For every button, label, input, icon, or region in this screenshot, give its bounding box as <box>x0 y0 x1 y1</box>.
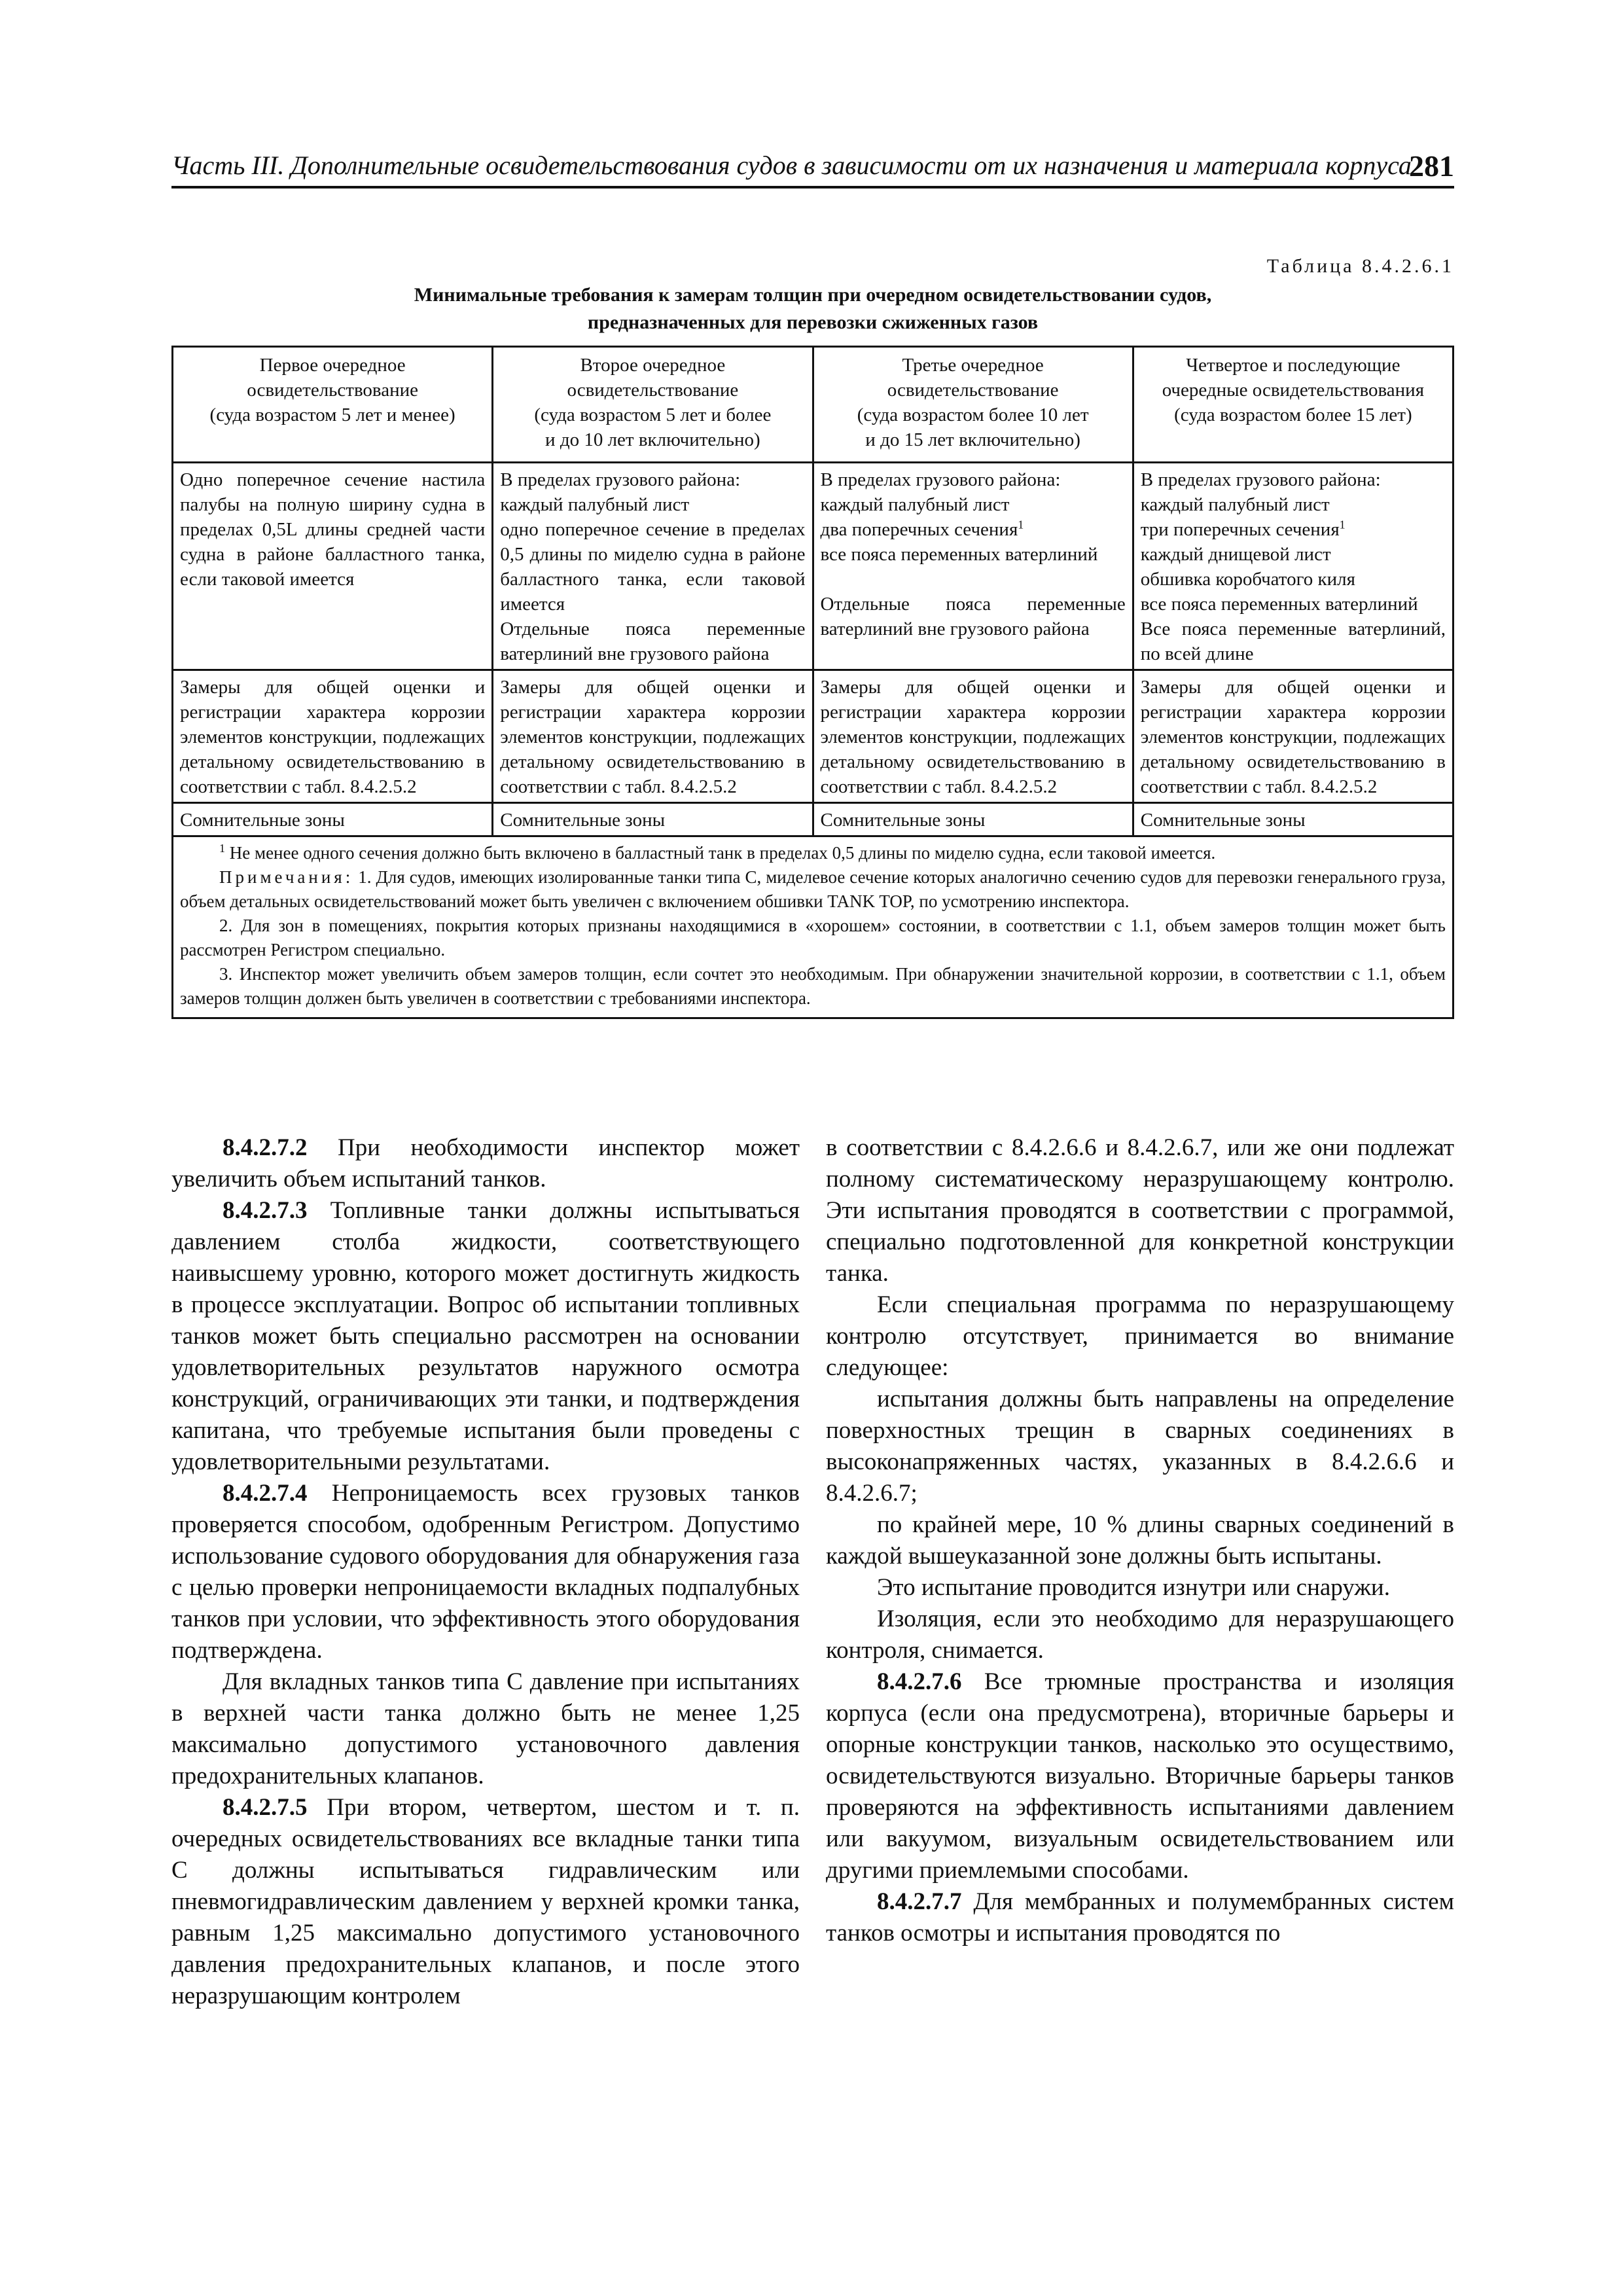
header-line: Второе очередное <box>580 355 726 376</box>
header-line: освидетельствование <box>567 380 739 401</box>
sections-text: два поперечных сечения <box>820 519 1018 540</box>
paragraph <box>826 1289 1454 1384</box>
table-cell: Замеры для общей оценки и регистрации характера коррозии элементов конструкции, подлежащих детальному освидетельствованию в соответствии с табл. 8.4.2.5.2 <box>1133 670 1453 803</box>
cell-line: каждый палубный лист <box>820 494 1010 515</box>
cell-line: Все пояса переменные ватерлиний, по всей длине <box>1140 619 1446 664</box>
header-line: освидетельствование <box>247 380 419 401</box>
clause-number: 8.4.2.7.5 <box>223 1794 308 1821</box>
footnote-ref: 1 <box>1018 518 1024 531</box>
table-caption-line-1: Минимальные требования к замерам толщин при очередном освидетельствовании судов, <box>414 284 1212 306</box>
paragraph <box>171 1666 800 1792</box>
clause-number: 8.4.2.7.6 <box>877 1668 962 1695</box>
cell-line: все пояса переменных ватерлиний <box>1140 594 1418 615</box>
paragraph-text: Изоляция, если это необходимо для неразрушающего контроля, снимается. <box>826 1605 1454 1664</box>
header-line: и до 10 лет включительно) <box>545 429 760 450</box>
table-notes <box>171 837 1454 1019</box>
table-caption <box>171 281 1454 336</box>
paragraph <box>826 1886 1454 1949</box>
paragraph-text: Для вкладных танков типа C давление при испытаниях в верхней части танка должно быть не менее 1,25 максимально допустимого установочного давления предохранительных клапанов. <box>171 1668 800 1789</box>
cell-line <box>1141 517 1446 542</box>
footnote-text: Не менее одного сечения должно быть включено в балластный танк в пределах 0,5 длины по миделю судна, если таковой имеется. <box>229 843 1216 863</box>
header-cell-first <box>173 347 493 463</box>
table-cell: Сомнительные зоны <box>1133 803 1453 836</box>
notes-label: Примечания: <box>219 867 354 887</box>
left-text-column <box>171 1132 800 2012</box>
paragraph-text: При необходимости инспектор может увеличить объем испытаний танков. <box>171 1134 800 1193</box>
clause-number: 8.4.2.7.7 <box>877 1888 962 1915</box>
table-cell <box>1133 463 1453 670</box>
note-1 <box>180 865 1446 914</box>
header-line: Первое очередное <box>259 355 406 376</box>
header-line: Третье очередное <box>902 355 1044 376</box>
paragraph <box>171 1132 800 1195</box>
header-line: Четвертое и последующие <box>1186 355 1400 376</box>
paragraph <box>826 1572 1454 1604</box>
header-line: освидетельствование <box>887 380 1059 401</box>
footnote-ref: 1 <box>1339 518 1346 531</box>
cell-line: все пояса переменных ватерлиний <box>820 544 1098 565</box>
paragraph-text: При втором, четвертом, шестом и т. п. очередных освидетельствованиях все вкладные танки типа C должны испытываться гидравлическим или пневмогидравлическим давлением у верхней кромки танка, равным 1,25 максимально допустимого установочного давления предохранительных клапанов, и после этого неразрушающим контролем <box>171 1794 800 2009</box>
right-text-column <box>826 1132 1454 1949</box>
note-2: 2. Для зон в помещениях, покрытия которых признаны находящимися в «хорошем» состоянии, в соответствии с 1.1, объем замеров толщин может быть рассмотрен Регистром специально. <box>180 916 1446 960</box>
cell-line: каждый днищевой лист <box>1140 544 1331 565</box>
table-caption-line-2: предназначенных для перевозки сжиженных газов <box>587 312 1039 333</box>
cell-line: каждый палубный лист <box>500 494 690 515</box>
cell-line: В пределах грузового района: <box>820 469 1061 490</box>
paragraph-text: по крайней мере, 10 % длины сварных соединений в каждой вышеуказанной зоне должны быть испытаны. <box>826 1511 1454 1570</box>
paragraph <box>171 1478 800 1666</box>
paragraph <box>826 1509 1454 1572</box>
header-line: и до 15 лет включительно) <box>865 429 1080 450</box>
paragraph-text: испытания должны быть направлены на определение поверхностных трещин в сварных соединениях в высоконапряженных частях, указанных в 8.4.2.6.6 и 8.4.2.6.7; <box>826 1386 1454 1507</box>
table-cell: Одно поперечное сечение настила палубы на полную ширину судна в пределах 0,5L длины средней части судна в районе балластного танка, если таковой имеется <box>173 463 493 670</box>
table-cell: Замеры для общей оценки и регистрации характера коррозии элементов конструкции, подлежащих детальному освидетельствованию в соответствии с табл. 8.4.2.5.2 <box>813 670 1133 803</box>
paragraph <box>171 1195 800 1478</box>
page-number: 281 <box>1409 149 1454 183</box>
paragraph <box>171 1792 800 2012</box>
table-cell <box>493 463 813 670</box>
cell-line: В пределах грузового района: <box>500 469 741 490</box>
header-line: (суда возрастом 5 лет и менее) <box>209 404 455 425</box>
cell-line: В пределах грузового района: <box>1140 469 1381 490</box>
cell-spacer <box>821 567 1126 592</box>
header-line: (суда возрастом более 15 лет) <box>1174 404 1412 425</box>
paragraph-text: Это испытание проводится изнутри или снаружи. <box>877 1574 1390 1601</box>
note-text: 1. Для судов, имеющих изолированные танки типа C, миделевое сечение которых аналогично сечению судов для перевозки генерального груза, объем детальных освидетельствований может быть увеличен с включением обшивки TANK TOP, по усмотрению инспектора. <box>180 867 1446 911</box>
header-line: (суда возрастом более 10 лет <box>857 404 1089 425</box>
table-cell <box>813 463 1133 670</box>
header-line: очередные освидетельствования <box>1162 380 1425 401</box>
cell-line: Отдельные пояса переменные ватерлиний вне грузового района <box>820 594 1126 639</box>
table-cell: Замеры для общей оценки и регистрации характера коррозии элементов конструкции, подлежащих детальному освидетельствованию в соответствии с табл. 8.4.2.5.2 <box>493 670 813 803</box>
paragraph-text: Если специальная программа по неразрушающему контролю отсутствует, принимается во внимание следующее: <box>826 1291 1454 1381</box>
cell-line: Отдельные пояса переменные ватерлиний вне грузового района <box>500 619 806 664</box>
clause-number: 8.4.2.7.2 <box>223 1134 308 1161</box>
paragraph-text: Для мембранных и полумембранных систем танков осмотры и испытания проводятся по <box>826 1888 1454 1946</box>
running-header <box>171 140 1454 188</box>
paragraph <box>826 1604 1454 1666</box>
table-cell: Сомнительные зоны <box>173 803 493 836</box>
clause-number: 8.4.2.7.3 <box>223 1197 308 1224</box>
paragraph-text: Топливные танки должны испытываться давлением столба жидкости, соответствующего наивысшему уровню, которого может достигнуть жидкость в процессе эксплуатации. Вопрос об испытании топливных танков может быть специально рассмотрен на основании удовлетворительных результатов наружного осмотра конструкций, ограничивающих эти танки, и подтверждения капитана, что требуемые испытания были проведены с удовлетворительными результатами. <box>171 1197 800 1475</box>
thickness-table <box>171 346 1454 1019</box>
running-title: Часть III. Дополнительные освидетельствования судов в зависимости от их назначения и материала корпуса <box>171 151 1412 180</box>
table-cell: Замеры для общей оценки и регистрации характера коррозии элементов конструкции, подлежащих детальному освидетельствованию в соответствии с табл. 8.4.2.5.2 <box>173 670 493 803</box>
note-3: 3. Инспектор может увеличить объем замеров толщин, если сочтет это необходимым. При обнаружении значительной коррозии, в соответствии с 1.1, объем замеров толщин должен быть увеличен в соответствии с требованиями инспектора. <box>180 964 1446 1008</box>
cell-line: каждый палубный лист <box>1140 494 1330 515</box>
header-cell-second <box>493 347 813 463</box>
paragraph-text: Все трюмные пространства и изоляция корпуса (если она предусмотрена), вторичные барьеры и опорные конструкции танков, насколько это осуществимо, освидетельствуются визуально. Вторичные барьеры танков проверяются на эффективность испытаниями давлением или вакуумом, визуальным освидетельствованием или другими приемлемыми способами. <box>826 1668 1454 1884</box>
table-label: Таблица 8.4.2.6.1 <box>1266 255 1454 277</box>
requirements-table <box>171 346 1454 837</box>
paragraph-text: Непроницаемость всех грузовых танков проверяется способом, одобренным Регистром. Допустимо использование судового оборудования для обнаружения газа с целью проверки непроницаемости вкладных подпалубных танков при условии, что эффективность этого оборудования подтверждена. <box>171 1480 800 1664</box>
header-line: (суда возрастом 5 лет и более <box>534 404 772 425</box>
cell-line <box>821 517 1126 542</box>
paragraph-text: в соответствии с 8.4.2.6.6 и 8.4.2.6.7, или же они подлежат полному систематическому неразрушающему контролю. Эти испытания проводятся в соответствии с программой, специально подготовленной для конкретной конструкции танка. <box>826 1134 1454 1287</box>
cell-line: обшивка коробчатого киля <box>1140 569 1355 590</box>
table-cell: Сомнительные зоны <box>493 803 813 836</box>
table-row <box>173 803 1454 836</box>
header-cell-fourth <box>1133 347 1453 463</box>
footnote <box>180 841 1446 865</box>
clause-number: 8.4.2.7.4 <box>223 1480 308 1507</box>
cell-line: одно поперечное сечение в пределах 0,5 длины по миделю судна в районе балластного танка, если таковой имеется <box>500 519 806 615</box>
paragraph <box>826 1384 1454 1509</box>
paragraph <box>826 1132 1454 1289</box>
header-cell-third <box>813 347 1133 463</box>
table-row <box>173 463 1454 670</box>
table-row <box>173 670 1454 803</box>
sections-text: три поперечных сечения <box>1140 519 1340 540</box>
table-cell: Сомнительные зоны <box>813 803 1133 836</box>
paragraph <box>826 1666 1454 1886</box>
table-header-row <box>173 347 1454 463</box>
footnote-mark: 1 <box>219 842 225 855</box>
